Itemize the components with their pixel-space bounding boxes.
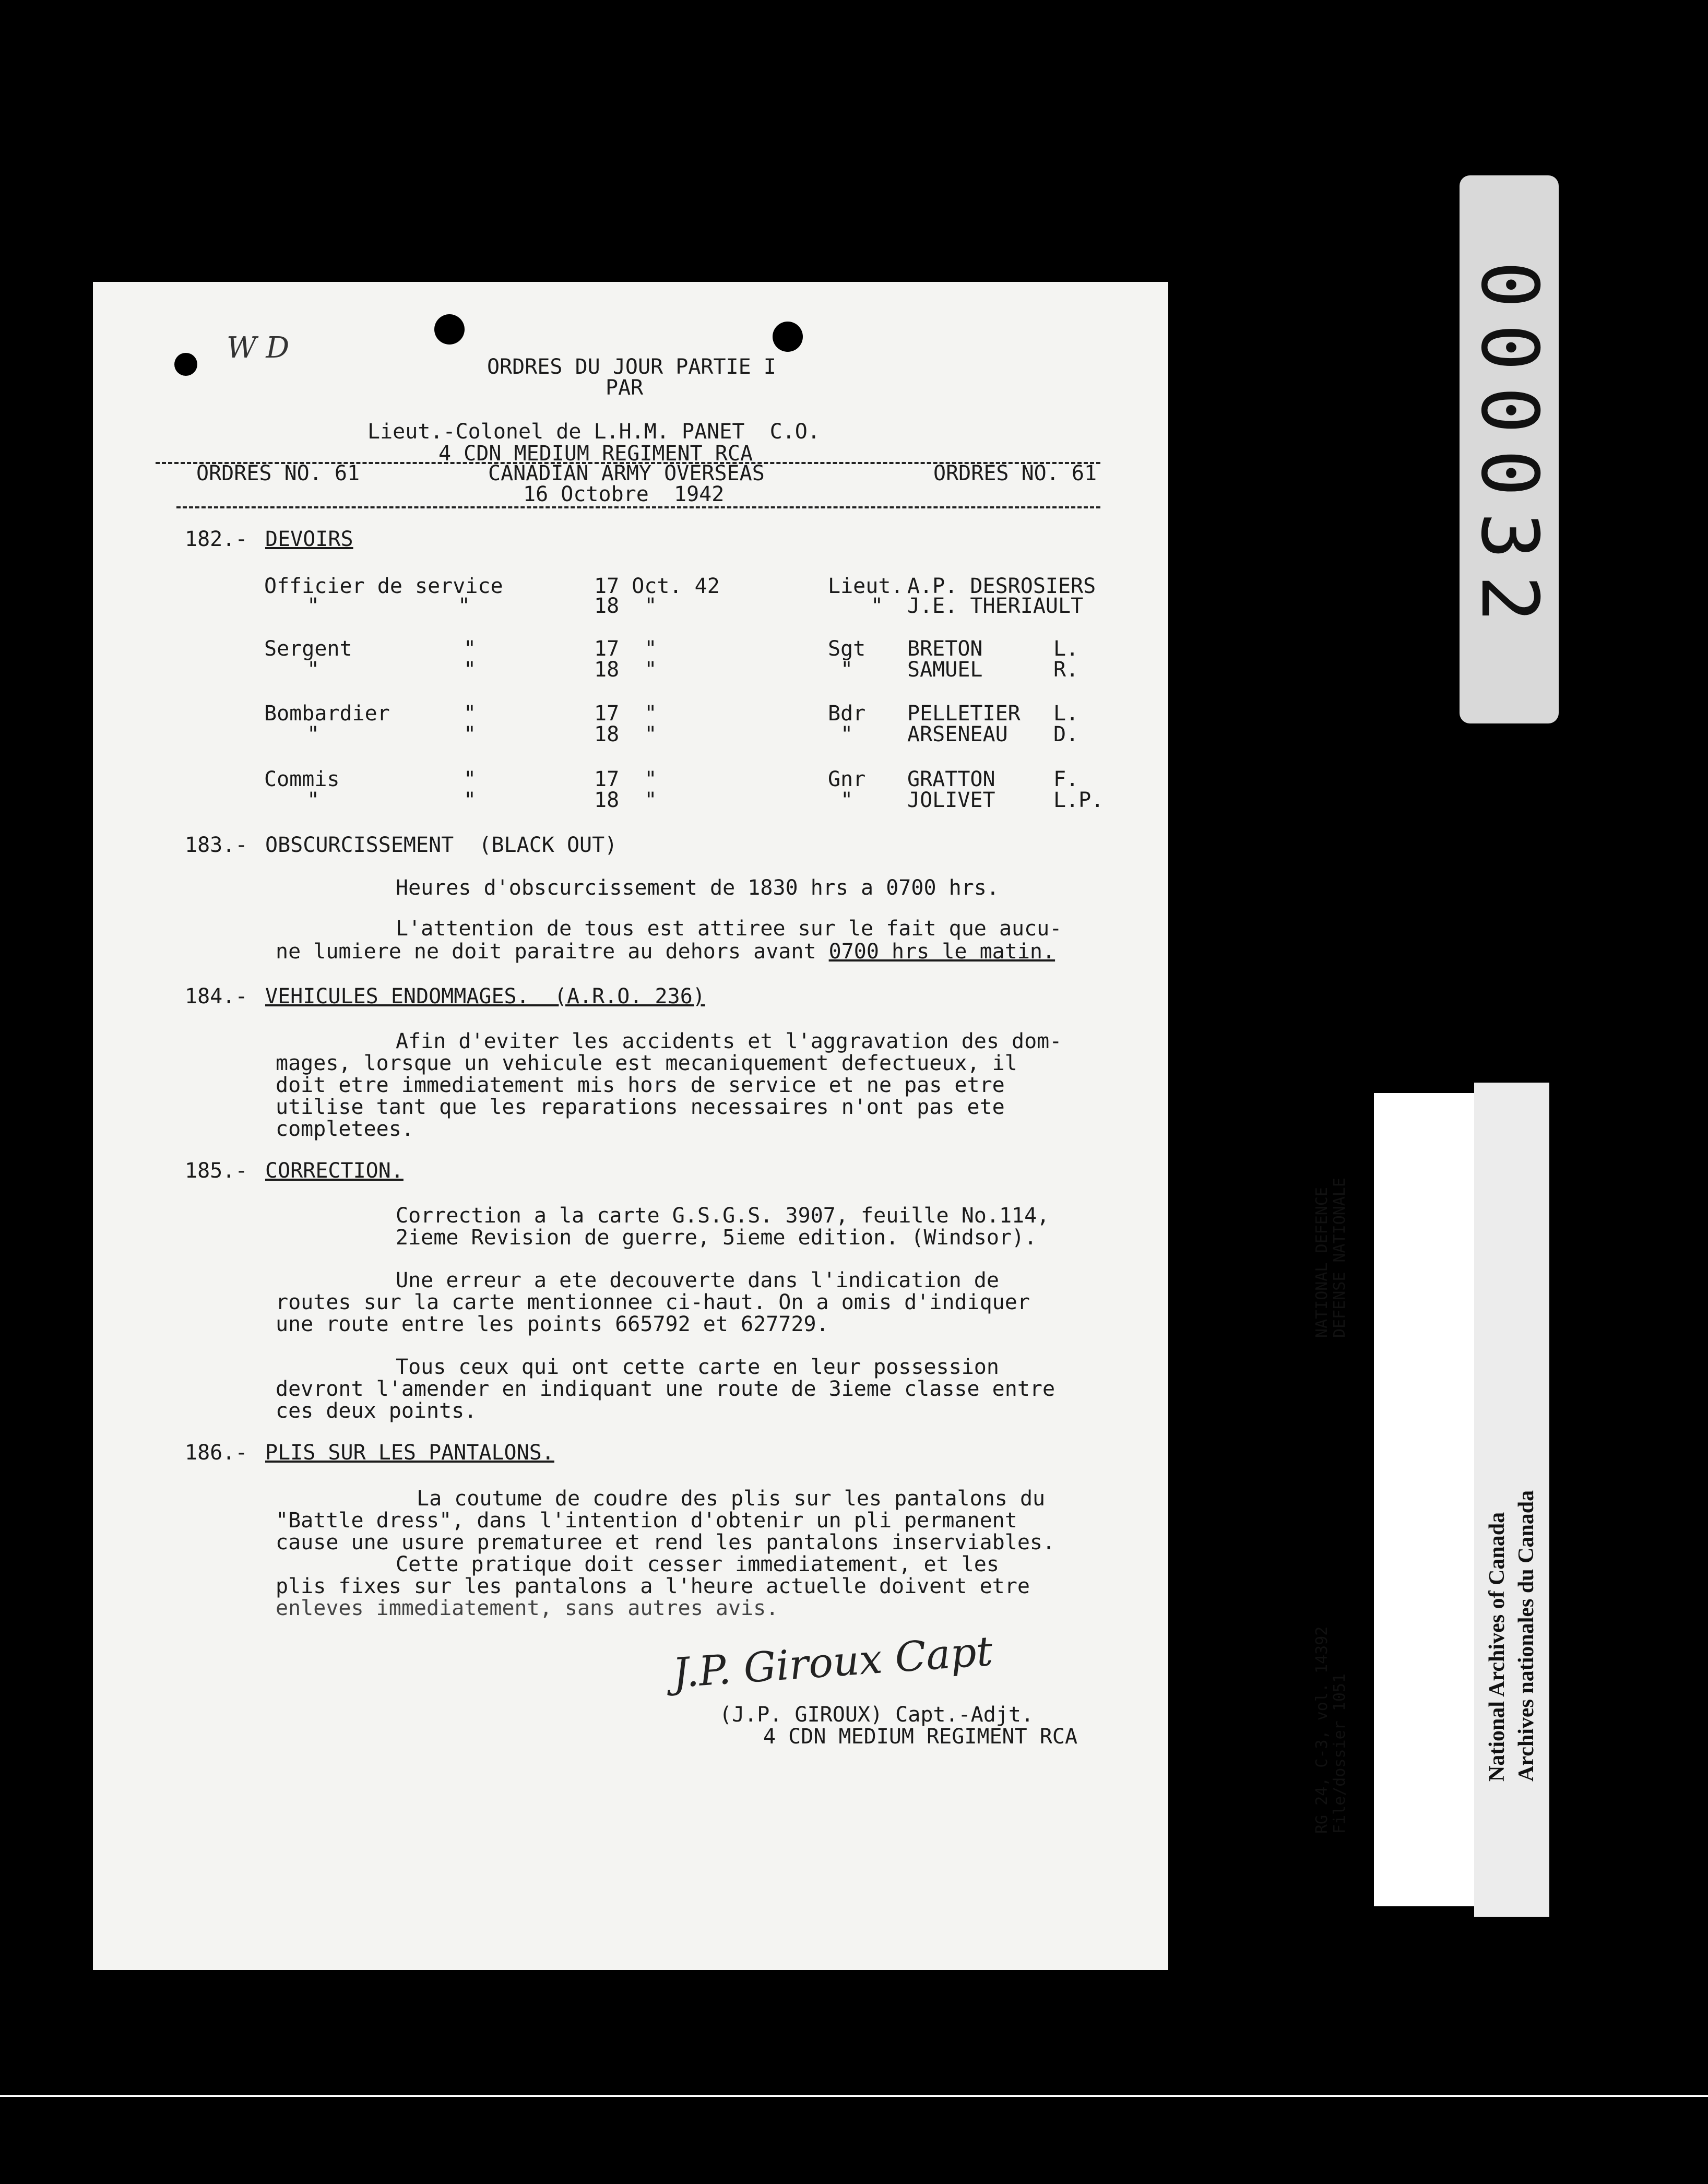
paragraph-line xyxy=(276,940,1055,964)
duty-date: 18 " xyxy=(594,594,657,618)
handwritten-signature: J.P. Giroux Capt xyxy=(671,1628,994,1698)
duty-initials: L.P. xyxy=(1053,788,1104,812)
signature-unit: 4 CDN MEDIUM REGIMENT RCA xyxy=(763,1725,1078,1749)
section-title: CORRECTION. xyxy=(265,1159,404,1183)
duty-initials: D. xyxy=(1053,722,1079,746)
duty-rank: Sgt xyxy=(828,637,866,661)
duty-role: " xyxy=(307,658,320,682)
duty-rank: " xyxy=(871,594,884,618)
section-number: 185.- xyxy=(185,1159,248,1183)
duty-date: 18 " xyxy=(594,658,657,682)
duty-initials: R. xyxy=(1053,658,1079,682)
section-title: OBSCURCISSEMENT (BLACK OUT) xyxy=(265,833,618,857)
duty-rank: " xyxy=(840,722,853,746)
paragraph-line: utilise tant que les reparations necessaires n'ont pas ete xyxy=(276,1095,1005,1119)
duty-ditto: " xyxy=(464,637,477,661)
duty-rank: " xyxy=(840,658,853,682)
archive-reference xyxy=(1313,1562,1349,1834)
frame-number-stamp xyxy=(1460,175,1559,723)
paragraph-line: 2ieme Revision de guerre, 5ieme edition. (Windsor). xyxy=(396,1226,1037,1250)
section-title: DEVOIRS xyxy=(265,527,353,551)
header-date: 16 Octobre 1942 xyxy=(523,482,725,506)
department-name xyxy=(1313,1119,1349,1338)
duty-initials: L. xyxy=(1053,702,1079,726)
paragraph-line: Tous ceux qui ont cette carte en leur possession xyxy=(396,1355,999,1379)
paragraph-line: completees. xyxy=(276,1117,414,1141)
duty-role: Bombardier xyxy=(264,702,390,726)
duty-ditto: " xyxy=(464,767,477,791)
duty-rank: Gnr xyxy=(828,767,866,791)
punch-hole xyxy=(773,322,803,352)
punch-hole xyxy=(434,314,465,345)
frame-number: 000032 xyxy=(1464,261,1555,638)
paragraph-line: mages, lorsque un vehicule est mecaniquement defectueux, il xyxy=(276,1051,1017,1075)
duty-name: GRATTON xyxy=(907,767,995,791)
section-number: 184.- xyxy=(185,984,248,1008)
section-number: 183.- xyxy=(185,833,248,857)
section-number: 186.- xyxy=(185,1441,248,1465)
paragraph-line: "Battle dress", dans l'intention d'obtenir un pli permanent xyxy=(276,1509,1017,1533)
document-page xyxy=(93,282,1168,1970)
header-army: CANADIAN ARMY OVERSEAS xyxy=(488,461,765,485)
duty-role: Sergent xyxy=(264,637,352,661)
archives-name xyxy=(1482,1406,1541,1782)
handwritten-mark: W D xyxy=(227,331,290,365)
duty-name: BRETON xyxy=(907,637,983,661)
paragraph-line: devront l'amender en indiquant une route de 3ieme classe entre xyxy=(276,1377,1055,1401)
reference-line: File/dossier 1051 xyxy=(1331,1673,1349,1834)
paragraph-line: ces deux points. xyxy=(276,1399,477,1423)
duty-name: JOLIVET xyxy=(907,788,995,812)
duty-rank: Bdr xyxy=(828,702,866,726)
duty-role: " xyxy=(307,788,320,812)
paragraph-line: Correction a la carte G.S.G.S. 3907, feuille No.114, xyxy=(396,1204,1050,1228)
reference-line: RG 24, C-3, vol. 14392 xyxy=(1313,1626,1331,1834)
duty-rank: Lieut. xyxy=(828,574,904,598)
paragraph-line: enleves immediatement, sans autres avis. xyxy=(276,1596,779,1620)
duty-name: SAMUEL xyxy=(907,658,983,682)
duty-date: 17 " xyxy=(594,702,657,726)
paragraph-line: Afin d'eviter les accidents et l'aggravation des dom- xyxy=(396,1029,1062,1053)
duty-ditto: " xyxy=(464,722,477,746)
orders-number-left: ORDRES NO. 61 xyxy=(196,461,360,485)
paragraph-text: ne lumiere ne doit paraitre au dehors avant xyxy=(276,940,829,964)
film-edge-line xyxy=(0,2095,1708,2097)
header-unit: 4 CDN MEDIUM REGIMENT RCA xyxy=(438,442,753,466)
section-title: PLIS SUR LES PANTALONS. xyxy=(265,1441,554,1465)
archives-fr: Archives nationales du Canada xyxy=(1514,1490,1538,1782)
duty-date: 17 Oct. 42 xyxy=(594,574,720,598)
duty-date: 18 " xyxy=(594,722,657,746)
duty-date: 17 " xyxy=(594,767,657,791)
section-number: 182.- xyxy=(185,527,248,551)
header-title: ORDRES DU JOUR PARTIE I xyxy=(487,355,776,379)
duty-initials: L. xyxy=(1053,637,1079,661)
header-rule-bottom xyxy=(176,506,1100,508)
orders-number-right: ORDRES NO. 61 xyxy=(933,461,1097,485)
department-fr: DEFENSE NATIONALE xyxy=(1331,1177,1349,1338)
duty-date: 18 " xyxy=(594,788,657,812)
paragraph-line: une route entre les points 665792 et 627729. xyxy=(276,1312,829,1336)
duty-ditto: " xyxy=(464,702,477,726)
duty-ditto: " xyxy=(464,788,477,812)
paragraph-line: L'attention de tous est attiree sur le fait que aucu- xyxy=(396,917,1062,941)
paragraph-line: routes sur la carte mentionnee ci-haut. On a omis d'indiquer xyxy=(276,1290,1030,1314)
duty-initials: F. xyxy=(1053,767,1079,791)
paragraph-line: Cette pratique doit cesser immediatement, et les xyxy=(396,1552,999,1576)
paragraph-line: cause une usure prematuree et rend les pantalons inserviables. xyxy=(276,1530,1055,1554)
punch-hole xyxy=(174,353,197,376)
duty-role: " xyxy=(307,722,320,746)
department-en: NATIONAL DEFENCE xyxy=(1313,1187,1331,1338)
duty-role: Officier de service xyxy=(264,574,503,598)
section-title: VEHICULES ENDOMMAGES. (A.R.O. 236) xyxy=(265,984,705,1008)
paragraph-line: La coutume de coudre des plis sur les pantalons du xyxy=(417,1487,1046,1511)
header-commander: Lieut.-Colonel de L.H.M. PANET C.O. xyxy=(367,420,820,444)
paragraph-line: doit etre immediatement mis hors de service et ne pas etre xyxy=(276,1073,1005,1097)
duty-name: A.P. DESROSIERS xyxy=(907,574,1096,598)
signature-name: (J.P. GIROUX) Capt.-Adjt. xyxy=(719,1703,1034,1727)
duty-name: ARSENEAU xyxy=(907,722,1008,746)
paragraph-line: Heures d'obscurcissement de 1830 hrs a 0700 hrs. xyxy=(396,876,999,900)
underlined-text: 0700 hrs le matin. xyxy=(828,940,1055,964)
header-par: PAR xyxy=(606,376,644,400)
archives-banner xyxy=(1474,1083,1549,1917)
archives-en: National Archives of Canada xyxy=(1485,1512,1509,1782)
duty-date: 17 " xyxy=(594,637,657,661)
duty-ditto: " xyxy=(464,658,477,682)
duty-role: " " xyxy=(307,594,471,618)
paragraph-line: Une erreur a ete decouverte dans l'indication de xyxy=(396,1268,999,1292)
duty-rank: " xyxy=(840,788,853,812)
duty-role: Commis xyxy=(264,767,340,791)
duty-name: PELLETIER xyxy=(907,702,1021,726)
paragraph-line: plis fixes sur les pantalons a l'heure actuelle doivent etre xyxy=(276,1574,1030,1598)
duty-name: J.E. THERIAULT xyxy=(907,594,1084,618)
